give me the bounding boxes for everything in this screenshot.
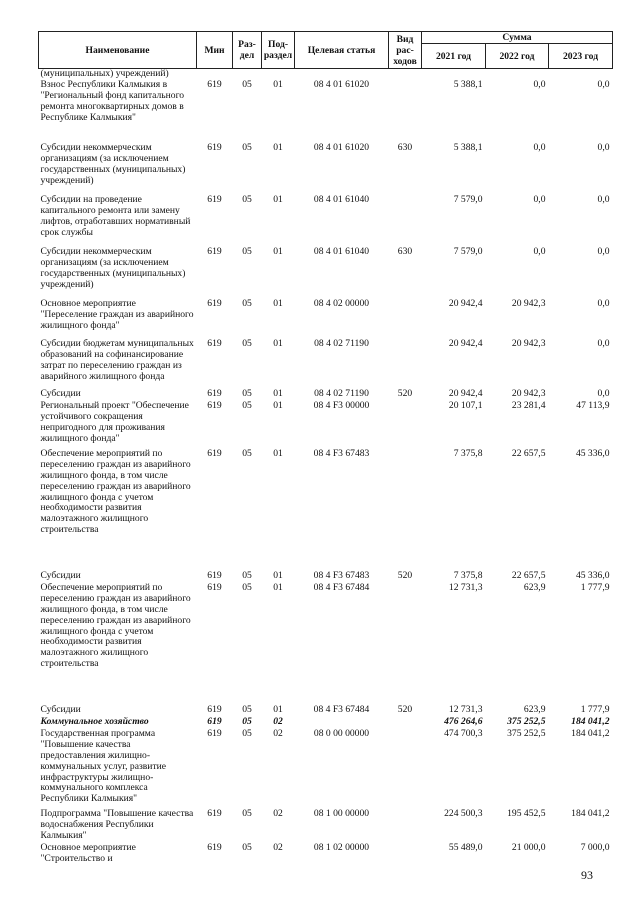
table-row: [39, 809, 613, 843]
row-subsection-code: 01: [273, 399, 283, 411]
row-name: Государственная программа "Повышение качества предоставления жилищно-коммунальных услуг, развитие инфраструктуры жилищно-коммунального комплекса Республики Калмыкия": [40, 727, 167, 805]
row-sum-2022: 22 657,5: [511, 447, 546, 459]
row-section-code: 05: [242, 727, 252, 739]
budget-table: [38, 31, 613, 865]
row-ministry-code: 619: [207, 447, 222, 459]
row-target-article: 08 4 F3 00000: [313, 399, 370, 411]
row-expense-type: 520: [397, 703, 413, 715]
row-target-article: 08 4 02 00000: [313, 297, 370, 309]
row-target-article: 08 4 F3 67483: [313, 569, 370, 581]
table-row: [39, 401, 613, 449]
row-sum-2021: 7 375,8: [453, 569, 483, 581]
row-subsection-code: 01: [273, 297, 283, 309]
table-row: [39, 843, 613, 865]
row-target-article: 08 4 01 61020: [313, 141, 370, 153]
row-section-code: 05: [242, 245, 252, 257]
table-row: [39, 80, 613, 143]
row-ministry-code: 619: [207, 387, 222, 399]
row-subsection-code: 01: [273, 581, 283, 593]
row-sum-2022: 0,0: [533, 193, 546, 205]
row-name: Субсидии некоммерческим организациям (за исключением государственных (муниципальных) учреждений): [40, 141, 186, 186]
row-sum-2021: 5 388,1: [453, 78, 483, 90]
table-row: [39, 449, 613, 571]
row-name: Обеспечение мероприятий по переселению граждан из аварийного жилищного фонда, в том числе переселению граждан из аварийного жилищного фонда с учетом необходимости развития малоэтажного жилищного строительства: [40, 581, 191, 670]
row-target-article: 08 4 02 71190: [314, 387, 369, 399]
table-row: [39, 339, 613, 389]
row-sum-2022: 0,0: [533, 78, 546, 90]
row-section-code: 05: [242, 337, 252, 349]
row-name: Основное мероприятие "Переселение граждан из аварийного жилищного фонда": [40, 297, 194, 331]
row-name: Субсидии некоммерческим организациям (за исключением государственных (муниципальных) учреждений): [40, 245, 186, 290]
row-sum-2021: 7 375,8: [453, 447, 483, 459]
header-target-article: Целевая статья: [295, 32, 389, 69]
row-target-article: 08 4 01 61040: [313, 193, 370, 205]
row-name: Коммунальное хозяйство: [40, 715, 149, 727]
row-expense-type: [389, 809, 422, 843]
row-expense-type: [389, 717, 422, 729]
row-ministry-code: 619: [207, 297, 222, 309]
header-expense-type: Вид рас-ходов: [389, 32, 422, 69]
row-section-code: 05: [242, 807, 252, 819]
row-sum-2022: 21 000,0: [511, 841, 546, 853]
row-subsection-code: 02: [273, 715, 283, 727]
row-sum-2023: 184 041,2: [571, 727, 610, 739]
table-row: [39, 729, 613, 809]
row-subsection-code: 01: [273, 245, 283, 257]
row-sum-2022: 375 252,5: [507, 715, 546, 727]
header-min: Мин: [197, 32, 233, 69]
row-target-article: 08 1 02 00000: [313, 841, 370, 853]
row-section-code: 05: [242, 78, 252, 90]
row-sum-2023: 184 041,2: [571, 715, 610, 727]
row-sum-2021: 7 579,0: [453, 193, 483, 205]
row-sum-2022: 0,0: [533, 141, 546, 153]
row-section-code: 05: [242, 141, 252, 153]
row-sum-2021: 20 942,4: [448, 337, 483, 349]
row-sum-2021: 20 107,1: [448, 399, 483, 411]
row-target-article: 08 1 00 00000: [313, 807, 370, 819]
row-subsection-code: 01: [273, 447, 283, 459]
row-sum-2022: 20 942,3: [511, 387, 546, 399]
row-ministry-code: 619: [207, 727, 222, 739]
row-name: Субсидии: [40, 569, 81, 581]
table-header: [39, 32, 613, 69]
row-sum-2021: 20 942,4: [448, 297, 483, 309]
row-expense-type: [389, 80, 422, 143]
row-expense-type: [389, 583, 422, 705]
row-name: Субсидии бюджетам муниципальных образований на софинансирование затрат по переселению граждан из аварийного жилищного фонда: [40, 337, 194, 382]
row-subsection-code: 02: [273, 727, 283, 739]
header-year-2022: 2022 год: [486, 44, 549, 69]
row-target-article: 08 4 02 71190: [314, 337, 369, 349]
row-sum-2022: 0,0: [533, 245, 546, 257]
row-expense-type: 630: [397, 141, 413, 153]
row-target-article: 08 4 01 61020: [313, 78, 370, 90]
header-year-2021: 2021 год: [422, 44, 486, 69]
row-expense-type: [389, 339, 422, 389]
row-sum-2023: 0,0: [597, 141, 610, 153]
row-expense-type: [389, 195, 422, 247]
row-sum-2023: 45 336,0: [575, 447, 610, 459]
row-expense-type: [389, 729, 422, 809]
row-sum-2022: 623,9: [523, 581, 546, 593]
row-ministry-code: 619: [207, 193, 222, 205]
row-sum-2021: 12 731,3: [448, 703, 483, 715]
row-sum-2021: 20 942,4: [448, 387, 483, 399]
row-section-code: 05: [242, 569, 252, 581]
row-expense-type: 520: [397, 569, 413, 581]
row-subsection-code: 01: [273, 703, 283, 715]
row-subsection-code: 02: [273, 841, 283, 853]
row-section-code: 05: [242, 447, 252, 459]
row-ministry-code: 619: [207, 141, 222, 153]
row-sum-2023: 0,0: [597, 297, 610, 309]
row-sum-2021: 474 700,3: [444, 727, 483, 739]
row-name: Обеспечение мероприятий по переселению граждан из аварийного жилищного фонда, в том числе переселению граждан из аварийного жилищного фонда с учетом необходимости развития малоэтажного жилищного строительства: [40, 447, 191, 536]
row-ministry-code: 619: [207, 703, 222, 715]
header-name: Наименование: [39, 32, 197, 69]
row-sum-2021: 55 489,0: [448, 841, 483, 853]
row-name: Основное мероприятие "Строительство и: [40, 841, 136, 864]
row-sum-2023: 0,0: [597, 337, 610, 349]
row-ministry-code: 619: [207, 715, 222, 727]
row-expense-type: 630: [397, 245, 413, 257]
row-subsection-code: 01: [273, 78, 283, 90]
row-section-code: 05: [242, 841, 252, 853]
row-sum-2023: 0,0: [597, 245, 610, 257]
row-ministry-code: 619: [207, 581, 222, 593]
row-sum-2021: 476 264,6: [444, 715, 483, 727]
row-ministry-code: 619: [207, 399, 222, 411]
row-sum-2021: 12 731,3: [448, 581, 483, 593]
row-sum-2023: 0,0: [597, 193, 610, 205]
row-target-article: 08 4 F3 67484: [313, 703, 370, 715]
row-sum-2022: 375 252,5: [507, 727, 546, 739]
row-name: Подпрограмма "Повышение качества водоснабжения Республики Калмыкия": [40, 807, 194, 841]
header-year-2023: 2023 год: [549, 44, 613, 69]
row-section-code: 05: [242, 399, 252, 411]
row-sum-2023: 1 777,9: [580, 703, 610, 715]
row-sum-2023: 1 777,9: [580, 581, 610, 593]
table-row: [39, 583, 613, 705]
row-ministry-code: 619: [207, 78, 222, 90]
row-section-code: 05: [242, 387, 252, 399]
row-name: Субсидии на проведение капитального ремонта или замену лифтов, отработавших нормативный срок службы: [40, 193, 191, 238]
row-sum-2022: 20 942,3: [511, 337, 546, 349]
row-subsection-code: 01: [273, 569, 283, 581]
row-sum-2022: 195 452,5: [507, 807, 546, 819]
row-subsection-code: 01: [273, 193, 283, 205]
row-target-article: 08 4 F3 67484: [313, 581, 370, 593]
page-number: 93: [581, 868, 593, 882]
row-expense-type: [389, 69, 422, 80]
header-sum: Сумма: [422, 32, 613, 44]
row-target-article: 08 4 F3 67483: [313, 447, 370, 459]
row-name: (муниципальных) учреждений): [40, 68, 169, 79]
row-name: Взнос Республики Калмыкия в "Региональный фонд капитального ремонта многоквартирных домов в Республике Калмыкия": [40, 78, 185, 123]
row-ministry-code: 619: [207, 807, 222, 819]
row-subsection-code: 01: [273, 337, 283, 349]
row-section-code: 05: [242, 297, 252, 309]
row-target-article: 08 0 00 00000: [313, 727, 370, 739]
row-expense-type: [389, 299, 422, 339]
row-ministry-code: 619: [207, 569, 222, 581]
row-name: Субсидии: [40, 387, 81, 399]
row-expense-type: 520: [397, 387, 413, 399]
table-row: [39, 195, 613, 247]
header-podrazdel: Под-раздел: [262, 32, 295, 69]
table-row: [39, 299, 613, 339]
row-subsection-code: 01: [273, 387, 283, 399]
table-row: [39, 247, 613, 299]
row-sum-2023: 184 041,2: [571, 807, 610, 819]
row-name: Региональный проект "Обеспечение устойчивого сокращения непригодного для проживания жилищного фонда": [40, 399, 189, 444]
header-razdel: Раз-дел: [233, 32, 262, 69]
row-sum-2022: 23 281,4: [511, 399, 546, 411]
row-name: Субсидии: [40, 703, 81, 715]
row-sum-2023: 7 000,0: [580, 841, 610, 853]
row-sum-2023: 45 336,0: [575, 569, 610, 581]
row-sum-2023: 0,0: [597, 387, 610, 399]
row-section-code: 05: [242, 581, 252, 593]
row-sum-2021: 224 500,3: [444, 807, 483, 819]
row-subsection-code: 01: [273, 141, 283, 153]
row-expense-type: [389, 843, 422, 865]
row-section-code: 05: [242, 703, 252, 715]
table-row: [39, 143, 613, 195]
row-sum-2023: 0,0: [597, 78, 610, 90]
table-body: [39, 69, 613, 865]
row-target-article: 08 4 01 61040: [313, 245, 370, 257]
row-sum-2021: 7 579,0: [453, 245, 483, 257]
row-sum-2022: 22 657,5: [511, 569, 546, 581]
row-ministry-code: 619: [207, 337, 222, 349]
row-sum-2021: 5 388,1: [453, 141, 483, 153]
row-expense-type: [389, 401, 422, 449]
row-expense-type: [389, 449, 422, 571]
row-sum-2022: 623,9: [523, 703, 546, 715]
row-ministry-code: 619: [207, 245, 222, 257]
row-sum-2022: 20 942,3: [511, 297, 546, 309]
row-section-code: 05: [242, 193, 252, 205]
row-subsection-code: 02: [273, 807, 283, 819]
row-section-code: 05: [242, 715, 252, 727]
row-sum-2023: 47 113,9: [576, 399, 610, 411]
row-ministry-code: 619: [207, 841, 222, 853]
